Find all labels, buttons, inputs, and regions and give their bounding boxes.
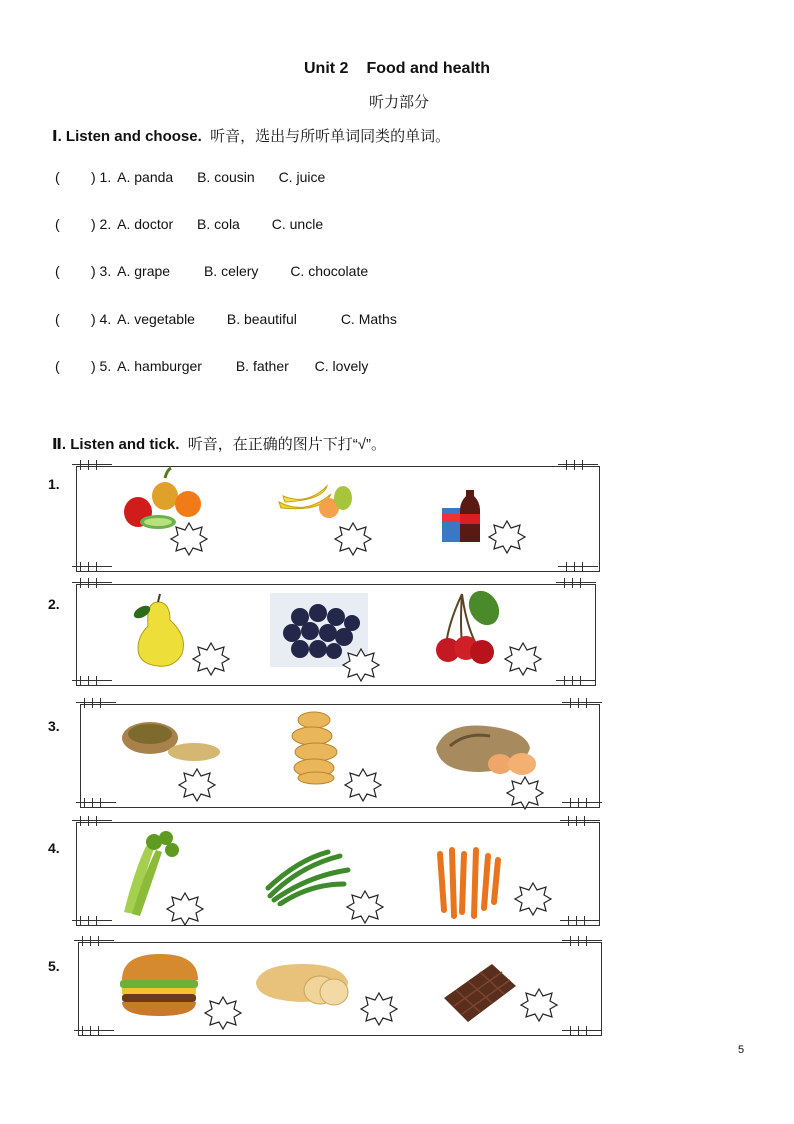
frame-corner <box>562 1026 602 1036</box>
tick-box[interactable] <box>514 882 552 916</box>
option-a: A. doctor <box>117 216 174 232</box>
question-4: ( ) 4. A. vegetable B. beautiful C. Maths <box>55 311 397 327</box>
option-b: B. celery <box>203 263 259 279</box>
option-c: C. lovely <box>314 358 369 374</box>
pear-icon[interactable] <box>128 592 190 668</box>
tick-box[interactable] <box>342 648 380 682</box>
frame-corner <box>556 676 596 686</box>
option-b: B. cousin <box>197 169 255 185</box>
question-3: ( ) 3. A. grape B. celery C. chocolate <box>55 263 369 279</box>
potato-chips-icon[interactable] <box>288 708 342 786</box>
answer-paren[interactable]: ( <box>55 358 60 374</box>
carrots-icon[interactable] <box>432 846 504 920</box>
tick-box[interactable] <box>360 992 398 1026</box>
option-a: A. vegetable <box>117 311 195 327</box>
page-title <box>0 60 794 78</box>
tick-box[interactable] <box>170 522 208 556</box>
row-5-number: 5. <box>48 958 60 974</box>
bread-icon[interactable] <box>252 960 354 1008</box>
cherries-icon[interactable] <box>432 588 502 668</box>
answer-paren[interactable]: ( <box>55 216 60 232</box>
section-1-instruction: 听音，选出与所听单词同类的单词。 <box>210 128 451 145</box>
question-5: ( ) 5. A. hamburger B. father C. lovely <box>55 358 369 374</box>
page-subtitle: 听力部分 <box>368 94 429 111</box>
tick-box[interactable] <box>520 988 558 1022</box>
tick-box[interactable] <box>344 768 382 802</box>
green-beans-icon[interactable] <box>264 846 354 906</box>
section-2-instruction: 听音，在正确的图片下打“√”。 <box>187 436 386 453</box>
option-c: C. uncle <box>271 216 324 232</box>
question-2: ( ) 2. A. doctor B. cola C. uncle <box>55 216 324 232</box>
frame-corner <box>74 936 114 946</box>
option-a: A. grape <box>117 263 171 279</box>
option-b: B. father <box>235 358 289 374</box>
hamburger-icon[interactable] <box>118 952 200 1018</box>
tick-box[interactable] <box>192 642 230 676</box>
option-a: A. hamburger <box>117 358 202 374</box>
row-1-number: 1. <box>48 476 60 492</box>
frame-corner <box>72 460 112 470</box>
frame-corner <box>556 578 596 588</box>
option-a: A. panda <box>117 169 174 185</box>
frame-corner <box>562 798 602 808</box>
frame-corner <box>76 698 116 708</box>
answer-paren[interactable]: ( <box>55 311 60 327</box>
frame-corner <box>72 578 112 588</box>
tick-box[interactable] <box>504 642 542 676</box>
option-b: B. cola <box>197 216 240 232</box>
frame-corner <box>558 460 598 470</box>
chicken-eggs-icon[interactable] <box>430 718 542 778</box>
frame-corner <box>72 816 112 826</box>
frame-corner <box>74 1026 114 1036</box>
chocolate-icon[interactable] <box>440 960 518 1026</box>
question-1: ( ) 1. A. panda B. cousin C. juice <box>55 169 326 185</box>
section-2-heading <box>52 433 386 454</box>
tick-box[interactable] <box>346 890 384 924</box>
frame-corner <box>562 936 602 946</box>
tick-box[interactable] <box>334 522 372 556</box>
rice-grain-icon[interactable] <box>120 716 224 766</box>
section-1-heading <box>52 125 450 146</box>
section-1-label: Ⅰ. Listen and choose. <box>52 128 202 145</box>
frame-corner <box>72 916 112 926</box>
frame-corner <box>558 562 598 572</box>
option-c: C. Maths <box>340 311 397 327</box>
tick-box[interactable] <box>178 768 216 802</box>
tick-box[interactable] <box>204 996 242 1030</box>
answer-paren[interactable]: ( <box>55 169 60 185</box>
row-4-number: 4. <box>48 840 60 856</box>
row-2-number: 2. <box>48 596 60 612</box>
option-b: B. beautiful <box>226 311 297 327</box>
frame-corner <box>72 562 112 572</box>
frame-corner <box>560 916 600 926</box>
tick-box[interactable] <box>166 892 204 926</box>
frame-corner <box>560 816 600 826</box>
tick-box[interactable] <box>506 776 544 810</box>
unit-topic: Food and health <box>366 60 490 77</box>
unit-label: Unit 2 <box>304 60 349 77</box>
option-c: C. juice <box>278 169 326 185</box>
frame-corner <box>562 698 602 708</box>
tick-box[interactable] <box>488 520 526 554</box>
row-3-number: 3. <box>48 718 60 734</box>
frame-corner <box>72 676 112 686</box>
frame-corner <box>76 798 116 808</box>
banana-peach-icon[interactable] <box>275 480 357 520</box>
answer-paren[interactable]: ( <box>55 263 60 279</box>
soda-drinks-icon[interactable] <box>440 482 484 544</box>
page-number: 5 <box>738 1044 745 1056</box>
section-2-label: Ⅱ. Listen and tick. <box>52 436 180 453</box>
option-c: C. chocolate <box>290 263 369 279</box>
